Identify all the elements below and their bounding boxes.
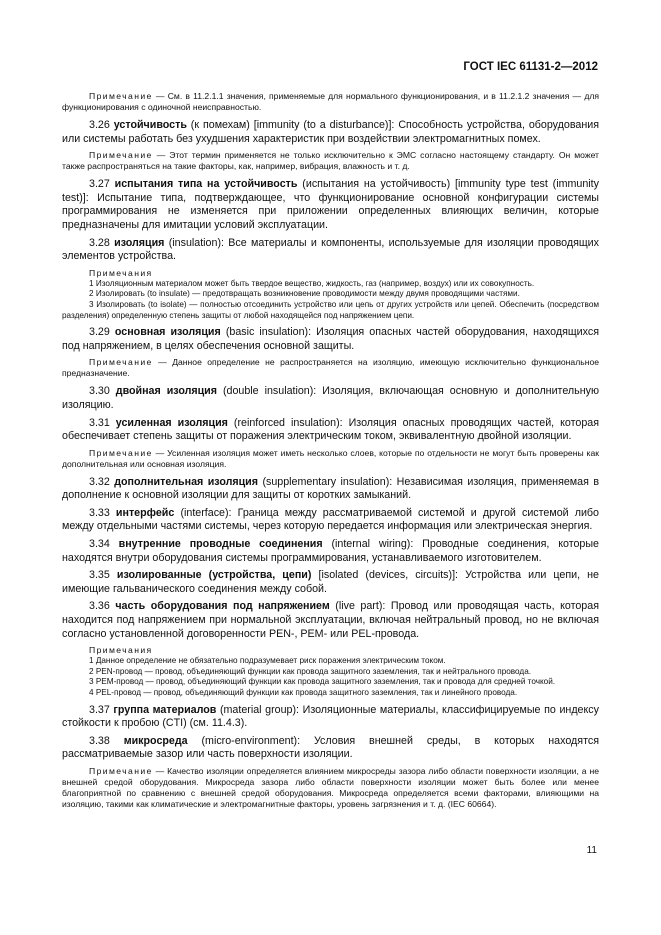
definition-text: (internal wiring): Проводные соединения, которые находятся внутри оборудования системы программирования, устанавливаемого изготовителем. bbox=[62, 538, 599, 564]
definition-text: (supplementary insulation): Независимая изоляция, применяемая в дополнение к основной изоляции для защиты от коротких замыканий. bbox=[62, 475, 599, 502]
note-text: Усиленная изоляция может иметь несколько слоев, которые по отдельности не могут быть проверены как дополнительная или основная изоляция. bbox=[62, 447, 599, 469]
term: усиленная изоляция bbox=[115, 416, 228, 429]
definition-text: (reinforced insulation): Изоляция опасных проводящих частей, которая обеспечивает степень защиты от поражения электрическим током, эквивалентную двойной изоляции. bbox=[62, 416, 600, 443]
definition-3-38: 3.38 микросреда (micro-environment): Условия внешней среды, в которых находятся рассматриваемые зазор или часть поверхности изоляции. bbox=[62, 734, 599, 761]
definition-text: (material group): Изоляционные материалы, классифицируемые по индексу стойкости к пробою (CTI) (см. 11.4.3). bbox=[62, 703, 599, 730]
note-text: Этот термин применяется не только исключительно к ЭМС согласно настоящему стандарту. Он может также распространяться на такие факторы, как, например, вибрация, влажность и т. д. bbox=[62, 150, 599, 172]
notes-label: Примечания bbox=[89, 645, 153, 656]
definition-text: (basic insulation): Изоляция опасных частей оборудования, находящихся под напряжением, в целях обеспечения основной защиты. bbox=[62, 326, 599, 352]
standard-header: ГОСТ IEC 61131-2—2012 bbox=[463, 61, 598, 73]
term: устойчивость bbox=[113, 119, 187, 131]
note-item: 4 PEL-провод — провод, объединяющий функции как провода защитного заземления, так и линейного провода. bbox=[89, 688, 518, 697]
note-3-31: Примечание — Усиленная изоляция может иметь несколько слоев, которые по отдельности не могут быть проверены как дополнительная или основная изоляция. bbox=[62, 447, 599, 469]
note-3-25: Примечание — См. в 11.2.1.1 значения, применяемые для нормального функционирования, и в 11.2.1.2 значения — для функционирования с одиночной неисправностью. bbox=[62, 91, 600, 112]
definition-3-34: 3.34 внутренние проводные соединения (internal wiring): Проводные соединения, которые находятся внутри оборудования системы программирования, устанавливаемого изготовителем. bbox=[62, 538, 599, 564]
document-body bbox=[62, 91, 599, 816]
definition-3-29: 3.29 основная изоляция (basic insulation): Изоляция опасных частей оборудования, находящихся под напряжением, в целях обеспечения основной защиты. bbox=[62, 326, 599, 352]
note-label: Примечание bbox=[89, 357, 153, 368]
note-text: Данное определение не распространяется на изоляцию, имеющую исключительно функциональное предназначение. bbox=[62, 357, 600, 379]
term: дополнительная изоляция bbox=[114, 475, 258, 488]
term: группа материалов bbox=[113, 703, 217, 716]
term: микросреда bbox=[123, 734, 188, 747]
note-3-29: Примечание — Данное определение не распространяется на изоляцию, имеющую исключительно функциональное предназначение. bbox=[62, 357, 600, 379]
note-3-26: Примечание — Этот термин применяется не только исключительно к ЭМС согласно настоящему стандарту. Он может также распространяться на такие факторы, как, например, вибрация, влажность и т. д. bbox=[62, 150, 599, 172]
definition-3-35: 3.35 изолированные (устройства, цепи) [isolated (devices, circuits)]: Устройства или цепи, не имеющие гальванического соединения между собой. bbox=[62, 569, 599, 595]
note-item: 2 Изолировать (to insulate) — предотвращать возникновение проводимости между двумя проводящими частями. bbox=[89, 289, 520, 299]
note-item: 1 Данное определение не обязательно подразумевает риск поражения электрическим током. bbox=[89, 656, 446, 666]
term: испытания типа на устойчивость bbox=[114, 178, 298, 191]
term: изолированные (устройства, цепи) bbox=[116, 569, 312, 582]
definition-3-28: 3.28 изоляция (insulation): Все материалы и компоненты, используемые для изоляции проводящих элементов устройства. bbox=[62, 236, 599, 263]
note-label: Примечание bbox=[89, 150, 153, 161]
note-label: Примечание bbox=[89, 447, 153, 458]
note-item: 2 PEN-провод — провод, объединяющий функции как провода защитного заземления, так и нейтрального провода. bbox=[89, 666, 532, 676]
definition-3-32: 3.32 дополнительная изоляция (supplementary insulation): Независимая изоляция, применяемая в дополнение к основной изоляции для защиты от коротких замыканий. bbox=[62, 475, 599, 502]
definition-text: (испытания на устойчивость) [immunity type test (immunity test)]: Испытание типа, подтверждающее, что функционирование основной конфигурации системы программирования не изменяется при приложении определенных влияющих величин, которые предназначены для имитации условий эксплуатации. bbox=[62, 178, 599, 231]
definition-3-31: 3.31 усиленная изоляция (reinforced insulation): Изоляция опасных проводящих частей, которая обеспечивает степень защиты от поражения электрическим током, эквивалентную двойной изоляции. bbox=[62, 416, 600, 443]
definition-text: (double insulation): Изоляция, включающая основную и дополнительную изоляцию. bbox=[62, 385, 599, 411]
definition-3-33: 3.33 интерфейс (interface): Граница между рассматриваемой системой и другой системой либо между отдельными частями системы, через которую передается информация или электрическая энергия. bbox=[62, 506, 599, 533]
term: внутренние проводные соединения bbox=[118, 538, 323, 551]
term: часть оборудования под напряжением bbox=[115, 600, 330, 613]
note-label: Примечание bbox=[89, 91, 153, 101]
definition-text: (micro-environment): Условия внешней среды, в которых находятся рассматриваемые зазор или часть поверхности изоляции. bbox=[62, 734, 599, 761]
definition-3-37: 3.37 группа материалов (material group): Изоляционные материалы, классифицируемые по индексу стойкости к пробою (CTI) (см. 11.4.3). bbox=[62, 703, 599, 730]
note-text: См. в 11.2.1.1 значения, применяемые для нормального функционирования, и в 11.2.1.2 значения — для функционирования с одиночной неисправностью. bbox=[62, 91, 600, 112]
definition-text: [isolated (devices, circuits)]: Устройства или цепи, не имеющие гальванического соединения между собой. bbox=[62, 569, 599, 595]
definition-text: (interface): Граница между рассматриваемой системой и другой системой либо между отдельными частями системы, через которую передается информация или электрическая энергия. bbox=[62, 506, 599, 533]
term: основная изоляция bbox=[114, 326, 221, 339]
note-3-38: Примечание — Качество изоляции определяется влиянием микросреды зазора либо области поверхности изоляции, а не внешней средой оборудования. Микросреда зазора либо области поверхности изоляции может быть более или менее благоприятной по сравнению с внешней средой оборудования. Микросреда определяется всеми факторами, влияющими на изоляцию, такими как климатические и электромагнитные факторы, уровень загрязнения и т. д. (IEC 60664). bbox=[62, 765, 599, 809]
definition-3-36: 3.36 часть оборудования под напряжением (live part): Провод или проводящая часть, которая находится под напряжением при нормальной эксплуатации, включая нейтральный провод, но не включая согласно установленной договоренности PEN-, PEM- или PEL-провода. bbox=[62, 600, 599, 640]
term: изоляция bbox=[114, 236, 165, 249]
term: интерфейс bbox=[115, 506, 175, 519]
note-text: Качество изоляции определяется влиянием микросреды зазора либо области поверхности изоляции, а не внешней средой оборудования. Микросреда зазора либо области поверхности изоляции может быть более или менее благоприятной по сравнению с внешней средой оборудования. Микросреда определяется всеми факторами, влияющими на изоляцию, такими как климатические и электромагнитные факторы, уровень загрязнения и т. д. (IEC 60664). bbox=[62, 765, 599, 809]
note-label: Примечание bbox=[89, 765, 153, 776]
definition-3-30: 3.30 двойная изоляция (double insulation): Изоляция, включающая основную и дополнительную изоляцию. bbox=[62, 385, 599, 411]
definition-3-27: 3.27 испытания типа на устойчивость (испытания на устойчивость) [immunity type test (immunity test)]: Испытание типа, подтверждающее, что функционирование основной конфигурации системы программирования не изменяется при приложении определенных влияющих величин, которые предназначены для имитации условий эксплуатации. bbox=[62, 178, 599, 231]
notes-3-28 bbox=[62, 268, 599, 321]
page-number: 11 bbox=[586, 845, 597, 856]
definition-text: (к помехам) [immunity (to a disturbance)]: Способность устройства, оборудования или системы работать без ухудшения характеристик при воздействии электромагнитных помех. bbox=[62, 119, 599, 145]
definition-3-26: 3.26 устойчивость (к помехам) [immunity (to a disturbance)]: Способность устройства, оборудования или системы работать без ухудшения характеристик при воздействии электромагнитных помех. bbox=[62, 119, 599, 145]
notes-label: Примечания bbox=[89, 267, 153, 278]
definition-text: (insulation): Все материалы и компоненты, используемые для изоляции проводящих элементов устройства. bbox=[62, 236, 599, 263]
note-item: 3 Изолировать (to isolate) — полностью отсоединить устройство или цепь от других устройств или цепей. Обеспечить (посредством разделения) определенную степень защиты от любой находящейся под напряжением цепи. bbox=[62, 299, 599, 320]
term: двойная изоляция bbox=[115, 385, 217, 398]
notes-3-36 bbox=[62, 645, 599, 698]
note-item: 3 PEM-провод — провод, объединяющий функции как провода защитного заземления, так и провода для средней точкой. bbox=[89, 677, 556, 687]
definition-text: (live part): Провод или проводящая часть, которая находится под напряжением при нормальной эксплуатации, включая нейтральный провод, но не включая согласно установленной договоренности PEN-, PEM- или PEL-провода. bbox=[62, 600, 599, 640]
note-item: 1 Изоляционным материалом может быть твердое вещество, жидкость, газ (например, воздух) или их совокупность. bbox=[89, 278, 535, 288]
